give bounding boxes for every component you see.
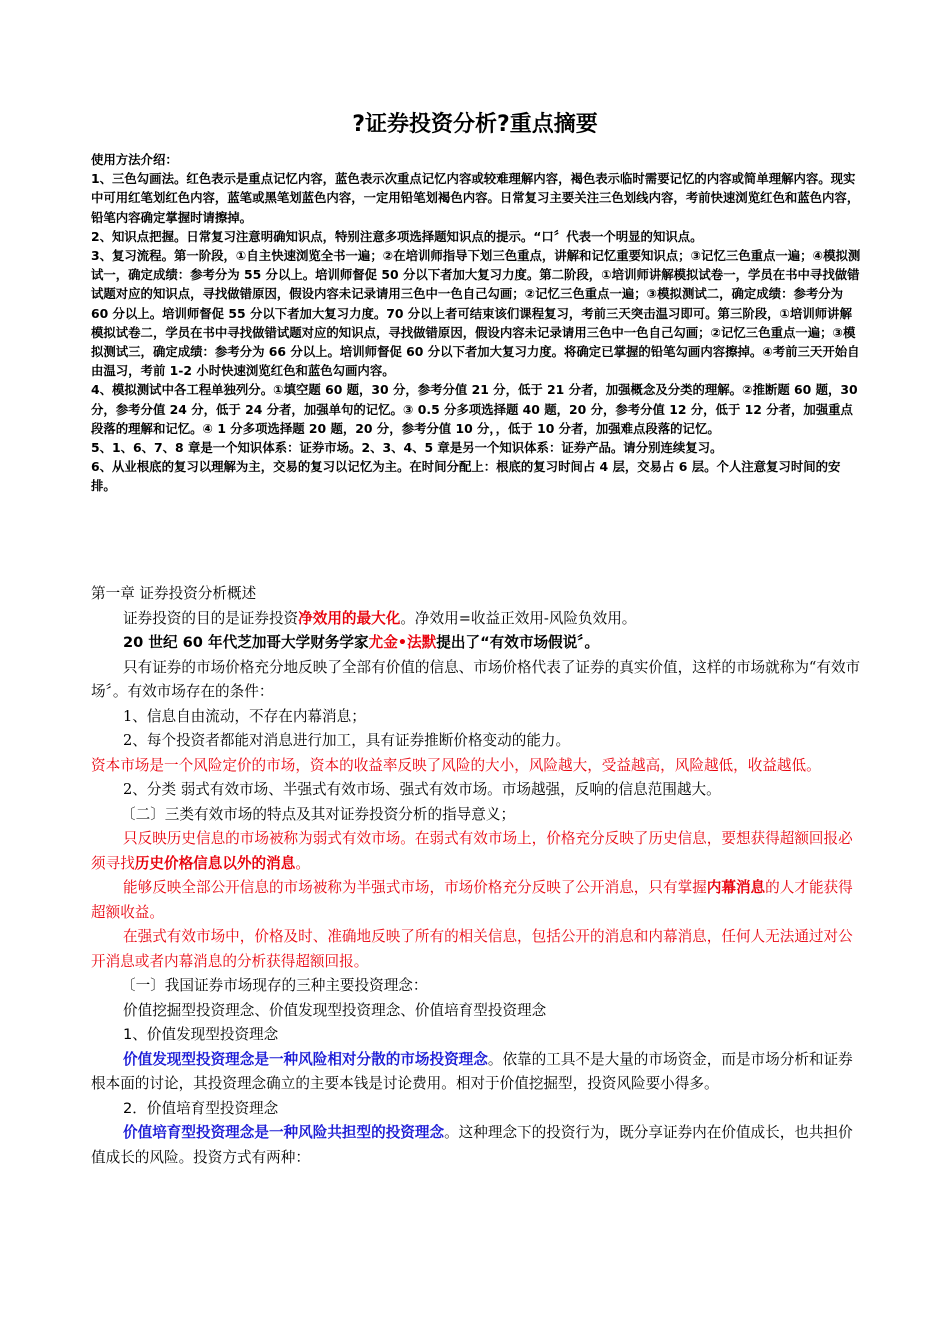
text-run: 。这种理念下的投资行为，既分享证券内在价值成长，也共担价值成长的风险。投资方式有两种：: [91, 1124, 853, 1166]
condition-item: 2、每个投资者都能对消息进行加工，具有证券推断价格变动的能力。: [123, 732, 571, 749]
paragraph-weak-form: [91, 827, 861, 876]
highlight-red: 净效用的最大化: [298, 609, 401, 627]
usage-intro: [91, 150, 861, 496]
highlight-blue: 价值培育型投资理念是一种风险共担型的投资理念: [123, 1124, 445, 1141]
subsection-heading: 2．价值培育型投资理念: [123, 1099, 279, 1117]
paragraph-classification: 2、分类 弱式有效市场、半强式有效市场、强式有效市场。市场越强，反响的信息范围越大。: [123, 781, 721, 798]
highlight-red: 尤金•法默: [368, 634, 437, 651]
text-run: 证券投资的目的是证券投资: [123, 609, 299, 627]
text-run: 20 世纪 60 年代芝加哥大学财务学家: [123, 634, 369, 651]
highlight-blue: 价值发现型投资理念是一种风险相对分散的市场投资理念: [123, 1050, 488, 1068]
text-run: 。净效用=收益正效用-风险负效用。: [400, 609, 637, 627]
intro-item: 1、三色勾画法。红色表示是重点记忆内容，蓝色表示次重点记忆内容或较难理解内容，褐色表示临时需要记忆的内容或简单理解内容。现实中可用红笔划红色内容，蓝笔或黑笔划蓝色内容，一定用铅笔划褐色内容。日常复习主要关注三色划线内容，考前快速浏览红色和蓝色内容，铅笔内容确定掌握时请擦掉。: [91, 171, 860, 225]
intro-item: 5、1、6、7、8 章是一个知识体系：证券市场。2、3、4、5 章是另一个知识体系：证券产品。请分别连续复习。: [91, 440, 723, 456]
paragraph-discover: [91, 1048, 861, 1097]
paragraph-concepts: 价值挖掘型投资理念、价值发现型投资理念、价值培育型投资理念: [123, 1001, 547, 1019]
page-title: ?证券投资分析?重点摘要: [352, 112, 598, 137]
chapter-heading: 第一章 证券投资分析概述: [91, 585, 257, 602]
text-run: 提出了“有效市场假说〞。: [436, 634, 600, 651]
intro-heading: 使用方法介绍：: [91, 152, 178, 167]
section-heading: 〔二〕三类有效市场的特点及其对证券投资分析的指导意义；: [121, 805, 516, 823]
text-run: 。: [295, 854, 310, 872]
paragraph-emh: [91, 631, 861, 656]
intro-item: 2、知识点把握。日常复习注意明确知识点，特别注意多项选择题知识点的提示。“口〞代表一个明显的知识点。: [91, 228, 703, 244]
highlight-bold: 内幕消息: [706, 879, 766, 896]
text-run: 能够反映全部公开信息的市场被称为半强式市场，市场价格充分反映了公开消息，只有掌握: [123, 879, 707, 896]
condition-item: 1、信息自由流动，不存在内幕消息；: [123, 707, 366, 725]
paragraph-semi-strong: [91, 876, 861, 925]
paragraph-strong-form: 在强式有效市场中，价格及时、准确地反映了所有的相关信息，包括公开的消息和内幕消息，任何人无法通过对公开消息或者内幕消息的分析获得超额回报。: [91, 928, 853, 970]
intro-item: 4、模拟测试中各工程单独列分。①填空题 60 题，30 分，参考分值 21 分，低于 21 分者，加强概念及分类的理解。②推断题 60 题，30 分，参考分值 24 分，低于 24 分者，加强单句的记忆。③ 0.5 分多项选择题 40 题，20 分，参考分值 12 分，低于 12 分者，加强重点段落的理解和记忆。④ 1 分多项选择题 20 题，20 分，参考分值 10 分，，低于 10 分者，加强难点段落的记忆。: [91, 382, 858, 436]
paragraph-efficient-market: 只有证券的市场价格充分地反映了全部有价值的信息、市场价格代表了证券的真实价值，这样的市场就称为“有效市场〞。有效市场存在的条件：: [91, 658, 861, 700]
paragraph-purpose: [91, 607, 861, 632]
highlight-bold: 历史价格信息以外的消息: [134, 854, 296, 872]
subsection-heading: 1、价值发现型投资理念: [123, 1026, 279, 1043]
chapter-body: [91, 582, 861, 1170]
text-run: 的人才能获得超额收益。: [91, 879, 853, 921]
paragraph-risk-pricing: 资本市场是一个风险定价的市场，资本的收益率反映了风险的大小，风险越大，受益越高，风险越低，收益越低。: [91, 756, 821, 774]
section-heading: 〔一〕我国证券市场现存的三种主要投资理念：: [121, 977, 428, 994]
paragraph-cultivate: [91, 1121, 861, 1170]
intro-item: 6、从业根底的复习以理解为主，交易的复习以记忆为主。在时间分配上：根底的复习时间占 4 层，交易占 6 层。个人注意复习时间的安排。: [91, 459, 841, 494]
text-run: 只反映历史信息的市场被称为弱式有效市场。在弱式有效市场上，价格充分反映了历史信息，要想获得超额回报必须寻找: [91, 830, 853, 872]
intro-item: 3、复习流程。第一阶段，①自主快速浏览全书一遍；②在培训师指导下划三色重点，讲解和记忆重要知识点；③记忆三色重点一遍；④模拟测试一，确定成绩：参考分为 55 分以上。培训师督促 50 分以下者加大复习力度。第二阶段，①培训师讲解模拟试卷一，学员在书中寻找做错试题对应的知识点，寻找做错原因，假设内容未记录请用三色中一色自己勾画；②记忆三色重点一遍；③模拟测试二，确定成绩：参考分为 60 分以上。培训师督促 55 分以下者加大复习力度。70 分以上者可结束该们课程复习，考前三天突击温习即可。第三阶段，①培训师讲解模拟试卷二，学员在书中寻找做错试题对应的知识点，寻找做错原因，假设内容未记录请用三色中一色自己勾画；②记忆三色重点一遍；③模拟测试三，确定成绩：参考分为 66 分以上。培训师督促 60 分以下者加大复习力度。将确定已掌握的铅笔勾画内容擦掉。④考前三天开始自由温习，考前 1-2 小时快速浏览红色和蓝色勾画内容。: [91, 248, 861, 379]
text-run: 。依靠的工具不是大量的市场资金，而是市场分析和证券根本面的讨论，其投资理念确立的主要本钱是讨论费用。相对于价值挖掘型，投资风险要小得多。: [91, 1050, 853, 1092]
